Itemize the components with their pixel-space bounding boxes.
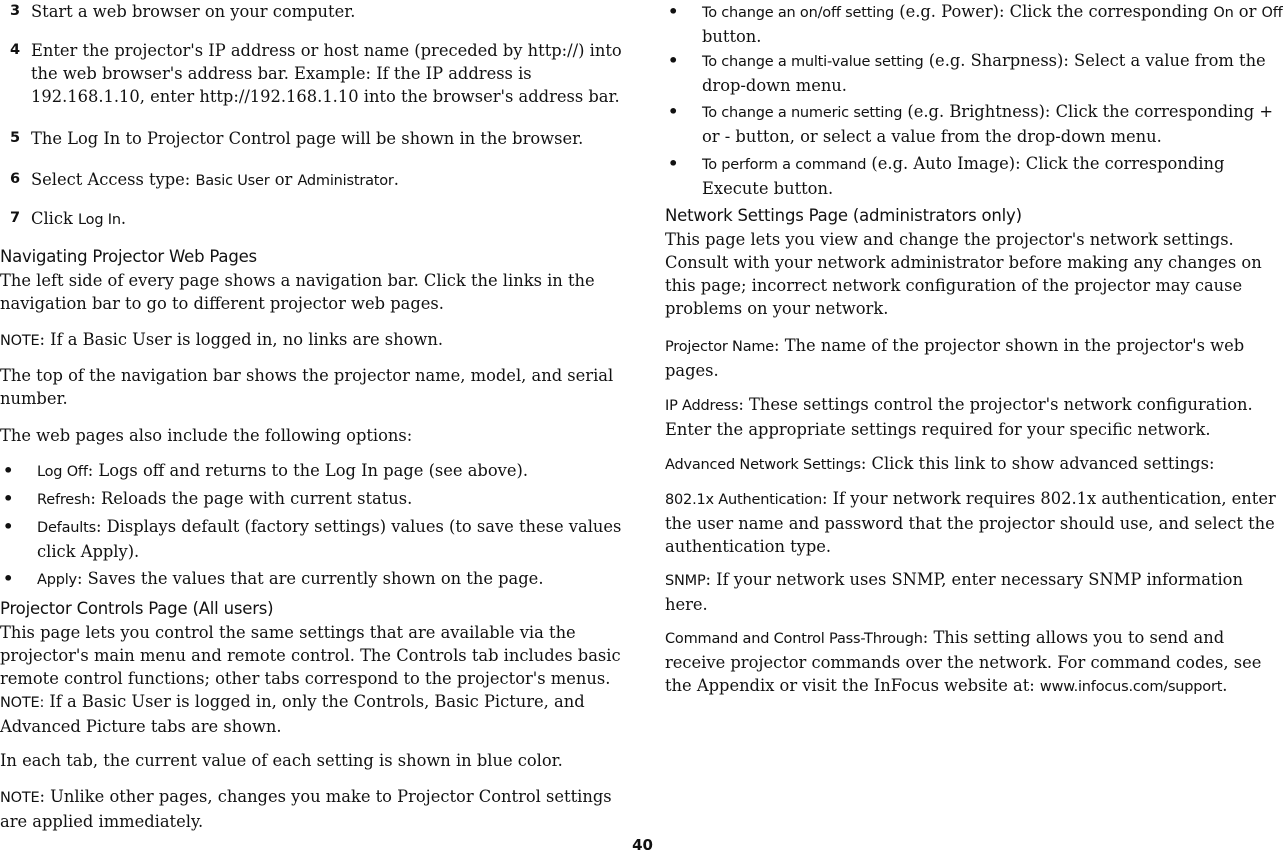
option-log-off [0,459,628,484]
on-term: On [1213,5,1234,21]
option-defaults [0,515,628,563]
navigating-heading: Navigating Projector Web Pages [0,247,257,266]
infocus-support-link[interactable]: www.infocus.com/support [1039,679,1223,695]
bullet-icon: • [3,489,14,508]
item-text: : If your network requires 802.1x authentication, enter the user name and password that the projector should use, and select the authentication type. [665,489,1276,556]
step-text: Click [31,209,79,228]
option-text: : Reloads the page with current status. [90,489,413,508]
item-term: SNMP [665,573,706,589]
controls-note [0,785,628,833]
nav-note [0,328,628,353]
bullet-text-mid: or [1233,2,1262,21]
bullet-term: To change a numeric setting [702,105,903,121]
option-term: Apply [37,572,77,588]
bullet-term: To perform a command [702,157,867,173]
step-6 [0,168,628,193]
option-text: : Saves the values that are currently shown on the page. [76,569,544,588]
item-term: Advanced Network Settings [665,457,861,473]
item-8021x [665,487,1283,558]
step-text-connector: or [269,170,298,189]
step-text: The Log In to Projector Control page will be shown in the browser. [31,129,584,148]
note-label: NOTE [0,790,40,806]
note-text: : If a Basic User is logged in, no links are shown. [39,330,444,349]
bullet-text: (e.g. Auto Image): Click the corresponding Execute button. [702,154,1225,198]
bullet-text: (e.g. Sharpness): Select a value from the drop-down menu. [702,51,1266,95]
network-body: This page lets you view and change the projector's network settings. Consult with your network administrator before making any changes on this page; incorrect network configuration of the projector may cause problems on your network. [665,230,1262,318]
nav-top-text: The top of the navigation bar shows the projector name, model, and serial number. [0,366,614,408]
item-text: : The name of the projector shown in the projector's web pages. [665,336,1245,380]
step-number: 5 [10,130,21,146]
step-number: 3 [10,3,21,19]
option-text: : Logs off and returns to the Log In page (see above). [87,461,529,480]
access-type-basic-user: Basic User [195,173,270,189]
controls-body-note: If a Basic User is logged in, only the Controls, Basic Picture, and Advanced Picture tabs are shown. [0,692,585,736]
bullet-icon: • [3,569,14,588]
item-pass-through [665,626,1283,699]
note-text: : Unlike other pages, changes you make to Projector Control settings are applied immediately. [0,787,612,831]
item-text: : This setting allows you to send and receive projector commands over the network. For command codes, see the Appendix or visit the InFocus website at: [665,628,1262,695]
page-number: 40 [632,836,653,854]
bullet-text: (e.g. Brightness): Click the corresponding + or - button, or select a value from the drop-down menu. [702,102,1273,146]
step-number: 6 [10,171,21,187]
bullet-multi-value [665,49,1283,97]
item-term: Command and Control Pass-Through [665,631,923,647]
step-text: Enter the projector's IP address or host name (preceded by http://) into the web browser's address bar. Example: If the IP address is 192.168.1.10, enter http://192.168.1.10 into the browser's address bar. [31,41,622,106]
bullet-numeric [665,100,1283,148]
option-refresh [0,487,628,512]
step-5 [0,127,628,150]
item-term: 802.1x Authentication [665,492,822,508]
bullet-text-end: button. [702,27,762,46]
bullet-icon: • [668,51,679,70]
item-advanced-network [665,452,1283,477]
option-term: Log Off [37,464,88,480]
bullet-on-off [665,0,1283,48]
option-term: Defaults [37,520,96,536]
step-text: Select Access type: [31,170,196,189]
step-text-end: . [393,170,399,189]
log-in-term: Log In [78,212,121,228]
item-text-end: . [1222,676,1228,695]
network-heading: Network Settings Page (administrators only) [665,206,1022,225]
bullet-term: To change an on/off setting [702,5,895,21]
bullet-term: To change a multi-value setting [702,54,924,70]
option-term: Refresh [37,492,91,508]
navigating-body: The left side of every page shows a navigation bar. Click the links in the navigation bar to go to different projector web pages. [0,271,595,313]
bullet-icon: • [668,102,679,121]
option-text: : Displays default (factory settings) values (to save these values click Apply). [37,517,622,561]
item-text: : If your network uses SNMP, enter necessary SNMP information here. [665,570,1243,614]
note-label: NOTE [0,333,40,349]
note-label: NOTE: [0,695,45,711]
step-number: 4 [10,42,21,58]
current-value-text: In each tab, the current value of each setting is shown in blue color. [0,751,563,770]
step-7 [0,207,628,232]
step-4 [0,39,628,108]
access-type-administrator: Administrator [297,173,394,189]
controls-heading: Projector Controls Page (All users) [0,599,274,618]
item-snmp [665,568,1283,616]
options-intro: The web pages also include the following options: [0,426,413,445]
bullet-icon: • [668,154,679,173]
item-text: : Click this link to show advanced settings: [860,454,1215,473]
off-term: Off [1261,5,1283,21]
controls-body-text: This page lets you control the same settings that are available via the projector's main menu and remote control. The Controls tab includes basic remote control functions; other tabs correspond to the projector's menus. [0,623,621,688]
item-term: Projector Name [665,339,775,355]
step-text-end: . [120,209,126,228]
step-3 [0,0,628,23]
step-text: Start a web browser on your computer. [31,2,356,21]
bullet-icon: • [668,2,679,21]
item-ip-address [665,393,1283,441]
step-number: 7 [10,210,21,226]
item-term: IP Address [665,398,739,414]
bullet-icon: • [3,517,14,536]
bullet-icon: • [3,461,14,480]
item-projector-name [665,334,1283,382]
bullet-text: (e.g. Power): Click the corresponding [894,2,1214,21]
controls-body [0,621,628,738]
option-apply [0,567,628,592]
item-text: : These settings control the projector's network configuration. Enter the appropriate settings required for your specific network. [665,395,1253,439]
bullet-command [665,152,1283,200]
